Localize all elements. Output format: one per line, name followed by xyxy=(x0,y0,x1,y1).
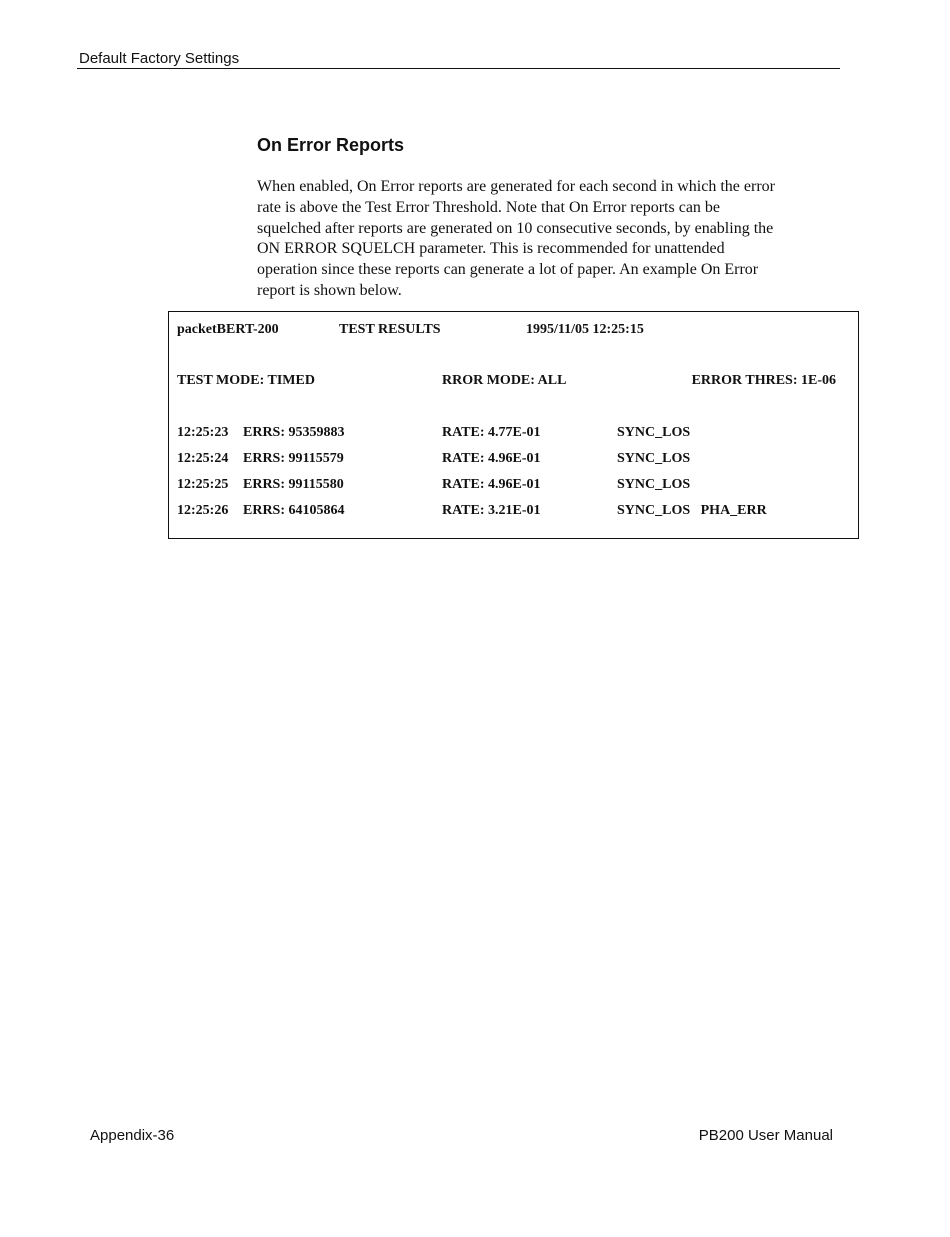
row-rate: RATE: 4.96E-01 xyxy=(442,451,541,466)
report-datetime: 1995/11/05 12:25:15 xyxy=(526,322,644,337)
body-paragraph xyxy=(257,177,837,302)
running-header: Default Factory Settings xyxy=(79,50,240,67)
report-device: packetBERT-200 xyxy=(177,322,279,337)
header-rule xyxy=(77,68,840,69)
report-title: TEST RESULTS xyxy=(339,322,441,337)
row-errs: ERRS: 64105864 xyxy=(243,503,345,518)
paragraph-line: report is shown below. xyxy=(257,281,402,299)
report-error-thres: ERROR THRES: 1E-06 xyxy=(691,373,836,388)
row-time: 12:25:26 xyxy=(177,503,229,518)
row-status: SYNC_LOS xyxy=(617,451,691,466)
paragraph-line: operation since these reports can generate a lot of paper. An example On Error xyxy=(257,261,759,279)
row-status: SYNC_LOS xyxy=(617,425,691,440)
error-report-box xyxy=(168,311,859,539)
paragraph-line: squelched after reports are generated on 10 consecutive seconds, by enabling the xyxy=(257,219,774,237)
row-rate: RATE: 4.77E-01 xyxy=(442,425,541,440)
row-status: SYNC_LOS PHA_ERR xyxy=(617,503,767,518)
footer-page-number: Appendix-36 xyxy=(90,1127,175,1144)
row-errs: ERRS: 99115579 xyxy=(243,451,344,466)
report-test-mode: TEST MODE: TIMED xyxy=(177,373,315,388)
paragraph-line: rate is above the Test Error Threshold. Note that On Error reports can be xyxy=(257,198,721,216)
row-time: 12:25:24 xyxy=(177,451,229,466)
report-error-mode: RROR MODE: ALL xyxy=(442,373,567,388)
row-errs: ERRS: 95359883 xyxy=(243,425,345,440)
row-rate: RATE: 4.96E-01 xyxy=(442,477,541,492)
paragraph-line: When enabled, On Error reports are generated for each second in which the error xyxy=(257,178,775,195)
footer-manual-title: PB200 User Manual xyxy=(698,1127,833,1144)
paragraph-line: ON ERROR SQUELCH parameter. This is recommended for unattended xyxy=(257,240,725,258)
section-heading: On Error Reports xyxy=(257,135,405,155)
row-status: SYNC_LOS xyxy=(617,477,691,492)
row-rate: RATE: 3.21E-01 xyxy=(442,503,541,518)
row-time: 12:25:23 xyxy=(177,425,229,440)
row-time: 12:25:25 xyxy=(177,477,229,492)
row-errs: ERRS: 99115580 xyxy=(243,477,344,492)
